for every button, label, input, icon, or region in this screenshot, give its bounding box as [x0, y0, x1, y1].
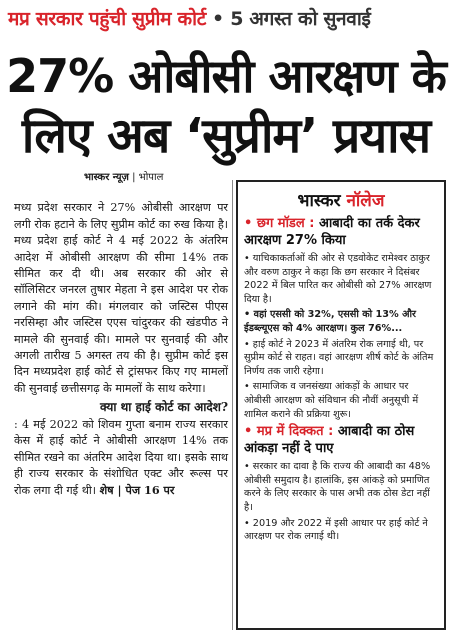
headline-line-1: 27% ओबीसी आरक्षण के	[6, 49, 446, 103]
continued-link[interactable]: शेष | पेज 16 पर	[99, 483, 175, 498]
byline-source: भास्कर न्यूज़	[84, 172, 129, 183]
section-1-heading	[244, 215, 438, 249]
section-1-point: • याचिकाकर्ताओं की ओर से एडवोकेट रामेश्वर ठाकुर और वरुण ठाकुर ने कहा कि छग सरकार ने दिसंबर 2022 में बिल पारित कर ओबीसी को 27% आरक्षण दिया है।	[244, 253, 432, 305]
story-column	[14, 170, 228, 632]
section-1-point: • सामाजिक व जनसंख्या आंकड़ों के आधार पर ओबीसी आरक्षण को संविधान की नौवीं अनुसूची में शामिल कराने की प्रक्रिया शुरू।	[244, 381, 419, 420]
section-1-point: • हाई कोर्ट ने 2023 में अंतरिम रोक लगाई थी, पर सुप्रीम कोर्ट से राहत। वहां आरक्षण शीर्ष कोर्ट के अंतिम निर्णय तक जारी रहेगा।	[244, 338, 434, 377]
kicker-line	[0, 0, 452, 36]
section-1-point: • वहां एससी को 32%, एससी को 13% और ईडब्ल्यूएस को 4% आरक्षण। कुल 76%...	[244, 309, 416, 334]
kicker-primary: मप्र सरकार पहुंची सुप्रीम कोर्ट	[8, 8, 207, 30]
section-2-point: • सरकार का दावा है कि राज्य की आबादी का 48% ओबीसी समुदाय है। हालांकि, इस आंकड़े को प्रमाणित करने के लिए सरकार के पास अभी तक ठोस डेटा नहीं है।	[244, 461, 431, 513]
section-2-title: आबादी का ठोस आंकड़ा नहीं दे पाए	[244, 424, 415, 457]
section-1-title: आबादी का तर्क देकर आरक्षण 27% किया	[244, 216, 420, 248]
section-2-label: • मप्र में दिक्कत :	[244, 424, 334, 440]
story-paragraph-1: मध्य प्रदेश सरकार ने 27% ओबीसी आरक्षण पर लगी रोक हटाने के लिए सुप्रीम कोर्ट का रुख किया है। मध्य प्रदेश हाई कोर्ट ने 4 मई 2022 के अंतरिम आदेश में ओबीसी आरक्षण की सीमा 14% तक सीमित कर दी थी। अब सरकार की ओर से सॉलिसिटर जनरल तुषार मेहता ने इस आदेश पर रोक लगाने की मांग की। मंगलवार को जस्टिस पीएस नरसिम्हा और जस्टिस एएस चांदुरकर की खंडपीठ ने मामले की सुनवाई की। मामले पर सुनवाई की और अगली तारीख 5 अगस्त तय की है। सुप्रीम कोर्ट इस दिन मध्यप्रदेश हाई कोर्ट से ट्रांसफर किए गए मामलों की सुनवाई छत्तीसगढ़ के मामलों के साथ करेगा।	[14, 201, 228, 395]
knowledge-title-label: नॉलेज	[346, 191, 385, 211]
byline	[14, 170, 228, 186]
knowledge-title-brand: भास्कर	[297, 191, 341, 211]
section-1-label: • छग मॉडल :	[244, 216, 315, 231]
section-2-heading	[244, 423, 438, 457]
kicker-secondary: • 5 अगस्त को सुनवाई	[212, 8, 371, 30]
column-divider	[232, 180, 233, 630]
knowledge-box-title	[244, 188, 438, 211]
story-paragraph-2	[14, 417, 228, 500]
byline-city: | भोपाल	[132, 172, 164, 183]
story-subhead: क्या था हाई कोर्ट का आदेश?	[99, 400, 228, 415]
headline	[0, 46, 452, 166]
section-2-point: • 2019 और 2022 में इसी आधार पर हाई कोर्ट ने आरक्षण पर रोक लगाई थी।	[244, 517, 428, 543]
knowledge-box	[236, 180, 446, 630]
headline-line-2: लिए अब ‘सुप्रीम’ प्रयास	[21, 108, 431, 164]
story-paragraph-2-text: : 4 मई 2022 को शिवम गुप्ता बनाम राज्य सरकार केस में हाई कोर्ट ने ओबीसी आरक्षण 14% तक सीमित रखने का अंतरिम आदेश दिया था। इसके साथ ही राज्य सरकार के संशोधित एक्ट और रूल्स पर रोक लगा दी गई थी।	[14, 417, 228, 498]
